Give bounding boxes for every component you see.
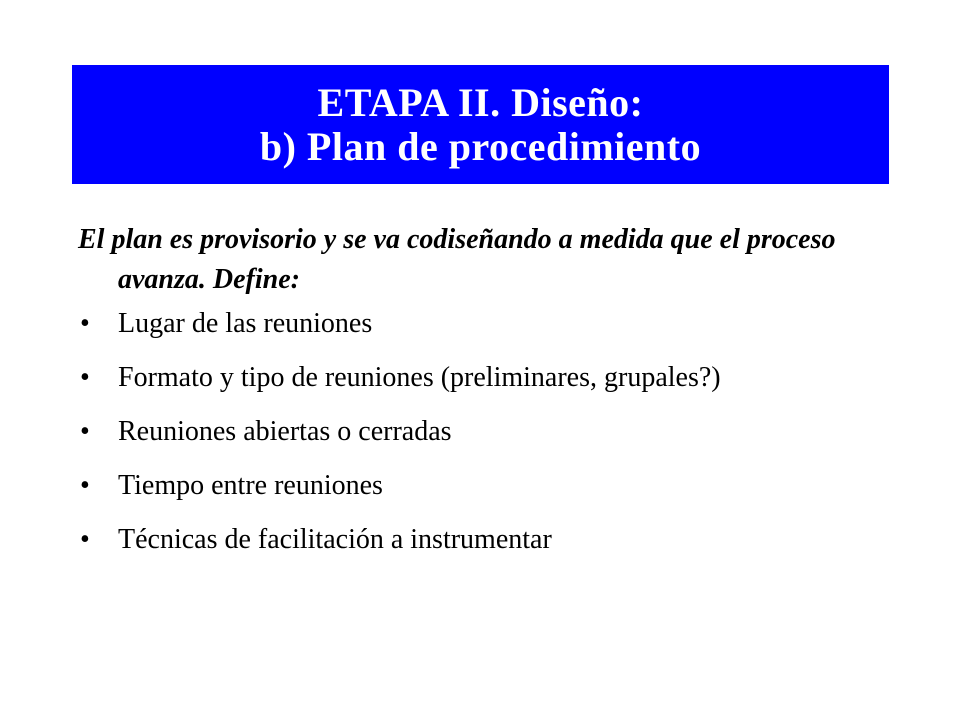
- slide-body: [78, 220, 898, 574]
- bullet-text: Lugar de las reuniones: [118, 308, 373, 339]
- bullet-dot-icon: •: [80, 362, 90, 393]
- bullet-dot-icon: •: [80, 524, 90, 555]
- bullet-text: Técnicas de facilitación a instrumentar: [118, 524, 552, 555]
- bullet-item: [78, 358, 898, 398]
- slide-title-line-2: b) Plan de procedimiento: [259, 123, 702, 169]
- bullet-item: [78, 520, 898, 560]
- bullet-dot-icon: •: [80, 416, 90, 447]
- bullet-item: [78, 412, 898, 452]
- intro-text: El plan es provisorio y se va codiseñando a medida que el proceso avanza. Define:: [78, 224, 836, 295]
- bullet-text: Tiempo entre reuniones: [118, 470, 383, 501]
- bullet-dot-icon: •: [80, 308, 90, 339]
- bullet-text: Formato y tipo de reuniones (preliminares, grupales?): [118, 362, 721, 393]
- bullet-dot-icon: •: [80, 470, 90, 501]
- title-banner: [72, 65, 889, 184]
- bullet-item: [78, 304, 898, 344]
- bullet-item: [78, 466, 898, 506]
- bullet-text: Reuniones abiertas o cerradas: [118, 416, 452, 447]
- slide-title-line-1: ETAPA II. Diseño:: [317, 79, 644, 125]
- bullet-list: [78, 304, 898, 560]
